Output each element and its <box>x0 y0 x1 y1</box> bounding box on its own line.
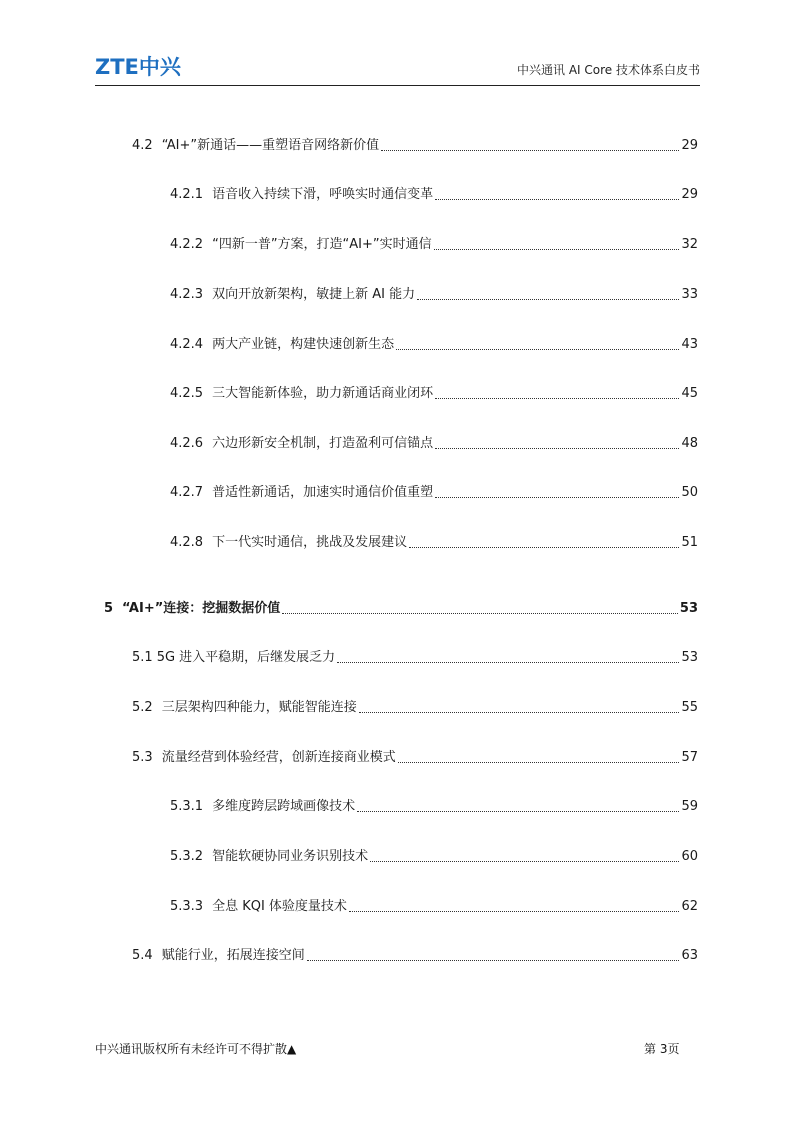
toc-entry-page: 50 <box>681 485 698 500</box>
document-title: 中兴通讯 AI Core 技术体系白皮书 <box>517 63 700 77</box>
toc-leader-dots <box>409 547 679 548</box>
toc-entry[interactable] <box>170 898 698 916</box>
toc-entry-title: 流量经营到体验经营，创新连接商业模式 <box>161 750 396 765</box>
toc-entry[interactable] <box>170 385 698 403</box>
toc-entry-title: “AI+”连接：挖掘数据价值 <box>122 601 281 616</box>
logo-text: ZTE中兴 <box>95 55 181 79</box>
toc-leader-dots <box>434 249 680 250</box>
toc-leader-dots <box>435 199 679 200</box>
toc-entry-page: 62 <box>681 899 698 914</box>
toc-entry[interactable] <box>132 749 698 767</box>
toc-entry[interactable] <box>170 484 698 502</box>
toc-entry-title: 5G 进入平稳期，后继发展乏力 <box>156 650 336 665</box>
toc-entry-number: 5.4 <box>132 948 153 963</box>
toc-entry-page: 29 <box>681 138 698 153</box>
toc-entry-title: 语音收入持续下滑，呼唤实时通信变革 <box>212 187 434 202</box>
toc-entry-title: 赋能行业，拓展连接空间 <box>161 948 305 963</box>
toc-entry-page: 63 <box>681 948 698 963</box>
toc-entry-page: 51 <box>681 535 698 550</box>
toc-entry-page: 55 <box>681 700 698 715</box>
toc-entry-page: 48 <box>681 436 698 451</box>
toc-entry[interactable] <box>170 534 698 552</box>
toc-entry[interactable] <box>170 236 698 254</box>
toc-entry-number: 5.3 <box>132 750 153 765</box>
toc-entry[interactable] <box>104 600 698 618</box>
toc-leader-dots <box>370 861 679 862</box>
toc-leader-dots <box>359 712 680 713</box>
toc-entry[interactable] <box>170 286 698 304</box>
toc-entry[interactable] <box>170 848 698 866</box>
toc-entry-number: 4.2.3 <box>170 287 204 302</box>
toc-entry-title: 全息 KQI 体验度量技术 <box>212 899 347 914</box>
toc-entry[interactable] <box>170 798 698 816</box>
toc-entry-title: 两大产业链，构建快速创新生态 <box>212 337 395 352</box>
toc-entry-number: 5.1 <box>132 650 153 665</box>
toc-entry-page: 33 <box>681 287 698 302</box>
toc-entry-page: 43 <box>681 337 698 352</box>
toc-entry-number: 4.2 <box>132 138 153 153</box>
toc-entry-number: 4.2.8 <box>170 535 204 550</box>
toc-entry-number: 5.3.3 <box>170 899 204 914</box>
toc-entry-title: 普适性新通话，加速实时通信价值重塑 <box>212 485 434 500</box>
toc-entry[interactable] <box>170 435 698 453</box>
toc-entry-page: 57 <box>681 750 698 765</box>
toc-entry-number: 5.3.1 <box>170 799 204 814</box>
toc-entry-title: “AI+”新通话——重塑语音网络新价值 <box>161 138 380 153</box>
toc-entry-title: 三大智能新体验，助力新通话商业闭环 <box>212 386 434 401</box>
toc-entry-title: 下一代实时通信，挑战及发展建议 <box>212 535 408 550</box>
toc-entry-number: 4.2.7 <box>170 485 204 500</box>
copyright-notice: 中兴通讯版权所有未经许可不得扩散▲ <box>95 1042 297 1056</box>
toc-entry-number: 5 <box>104 601 114 616</box>
toc-entry-page: 53 <box>679 601 698 616</box>
toc-entry-number: 4.2.5 <box>170 386 204 401</box>
toc-entry-page: 53 <box>681 650 698 665</box>
toc-entry[interactable] <box>132 699 698 717</box>
toc-entry-title: 六边形新安全机制，打造盈利可信锚点 <box>212 436 434 451</box>
toc-entry-title: 智能软硬协同业务识别技术 <box>212 849 369 864</box>
toc-entry-number: 4.2.1 <box>170 187 204 202</box>
toc-entry[interactable] <box>170 336 698 354</box>
toc-leader-dots <box>417 299 679 300</box>
toc-entry-page: 32 <box>681 237 698 252</box>
toc-entry-page: 59 <box>681 799 698 814</box>
toc-entry-page: 29 <box>681 187 698 202</box>
toc-entry-title: 三层架构四种能力，赋能智能连接 <box>161 700 357 715</box>
toc-leader-dots <box>282 613 678 614</box>
toc-entry-number: 5.3.2 <box>170 849 204 864</box>
toc-entry-title: 双向开放新架构，敏捷上新 AI 能力 <box>212 287 416 302</box>
toc-entry-title: 多维度跨层跨域画像技术 <box>212 799 356 814</box>
toc-leader-dots <box>435 398 679 399</box>
toc-leader-dots <box>398 762 680 763</box>
toc-entry[interactable] <box>170 186 698 204</box>
toc-entry-number: 4.2.4 <box>170 337 204 352</box>
toc-entry-number: 4.2.6 <box>170 436 204 451</box>
toc-entry[interactable] <box>132 947 698 965</box>
toc-leader-dots <box>307 960 680 961</box>
page-number: 第 3页 <box>644 1042 680 1056</box>
toc-leader-dots <box>435 497 679 498</box>
toc-entry-title: “四新一普”方案，打造“AI+”实时通信 <box>212 237 432 252</box>
toc-leader-dots <box>381 150 679 151</box>
toc-entry-page: 60 <box>681 849 698 864</box>
toc-leader-dots <box>435 448 679 449</box>
toc-leader-dots <box>396 349 679 350</box>
toc-entry[interactable] <box>132 649 698 667</box>
toc-entry-number: 4.2.2 <box>170 237 204 252</box>
toc-leader-dots <box>349 911 680 912</box>
toc-entry-page: 45 <box>681 386 698 401</box>
toc-leader-dots <box>357 811 679 812</box>
toc-entry-number: 5.2 <box>132 700 153 715</box>
toc-entry[interactable] <box>132 137 698 155</box>
toc-leader-dots <box>337 662 679 663</box>
